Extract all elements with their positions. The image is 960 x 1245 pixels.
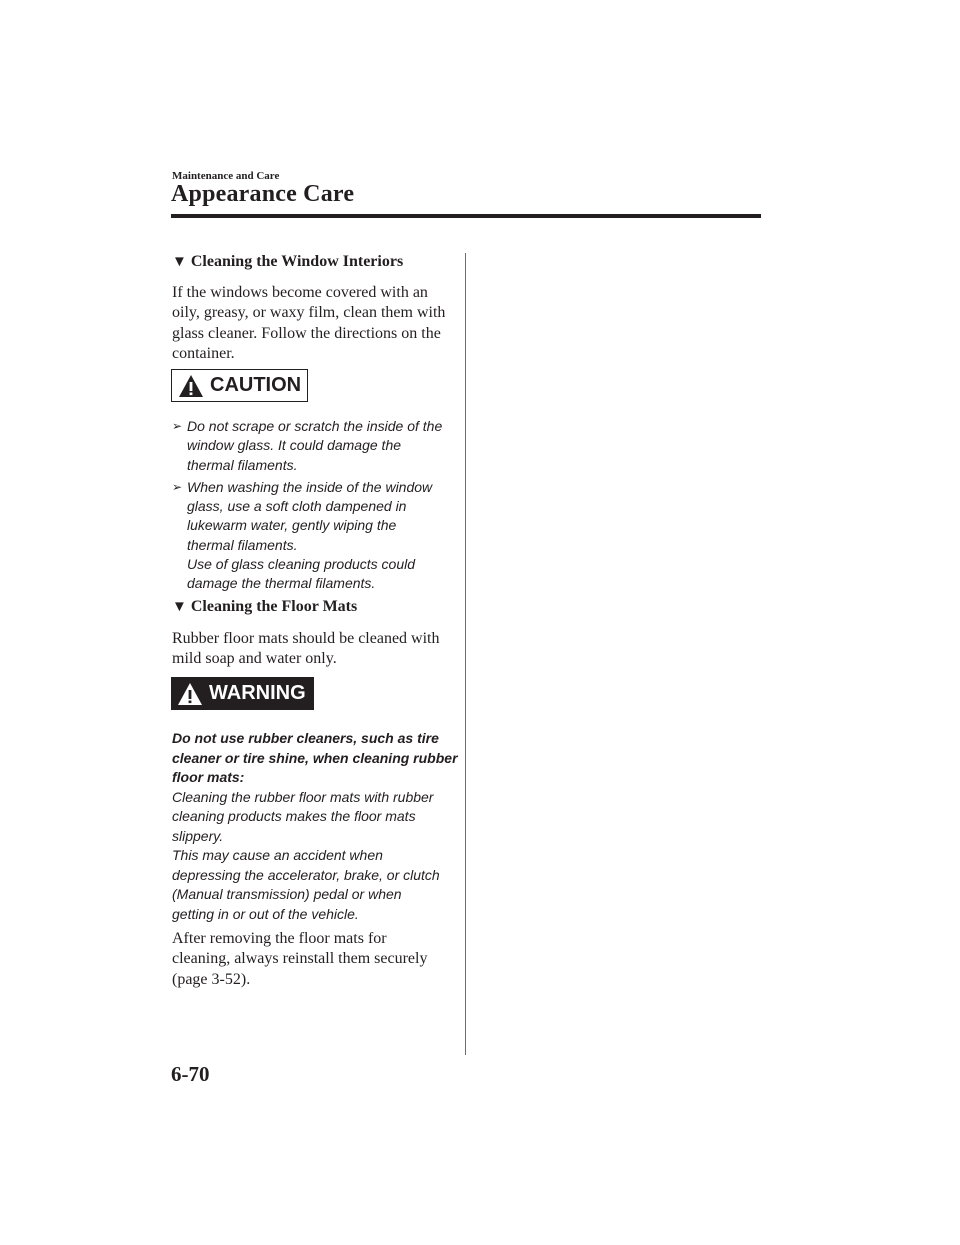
arrow-right-icon: ➢	[172, 479, 183, 494]
caution-list	[172, 417, 447, 594]
body-line: cleaning, always reinstall them securely	[172, 950, 428, 968]
caution-line: When washing the inside of the window	[187, 478, 433, 495]
heading-text: Cleaning the Floor Mats	[190, 598, 358, 615]
warning-label: WARNING	[209, 682, 306, 704]
caution-item	[172, 478, 447, 594]
body-line: container.	[172, 344, 235, 362]
body-line: oily, greasy, or waxy film, clean them with	[172, 304, 446, 322]
floor-mats-body	[172, 629, 457, 670]
triangle-down-icon: ▼	[172, 254, 187, 270]
warning-line: slippery.	[172, 827, 224, 844]
caution-line: Do not scrape or scratch the inside of the	[187, 418, 443, 434]
breadcrumb: Maintenance and Care	[172, 170, 280, 182]
caution-item	[172, 417, 447, 475]
warning-line: Cleaning the rubber floor mats with rubber	[172, 788, 434, 805]
body-line: (page 3-52).	[172, 970, 251, 988]
window-interiors-body	[172, 283, 457, 364]
floor-mats-heading	[172, 598, 357, 616]
section-title: Appearance Care	[171, 181, 355, 207]
warning-line: (Manual transmission) pedal or when	[172, 886, 402, 902]
caution-line: glass, use a soft cloth dampened in	[187, 498, 407, 515]
page-number: 6-70	[171, 1062, 210, 1086]
warning-triangle-icon	[177, 682, 203, 706]
caution-line: lukewarm water, gently wiping the	[187, 517, 397, 534]
warning-triangle-icon	[178, 374, 204, 398]
caution-line: thermal filaments.	[187, 456, 298, 473]
window-interiors-heading	[172, 253, 403, 271]
body-line: If the windows become covered with an	[172, 284, 428, 301]
body-line: mild soap and water only.	[172, 650, 337, 668]
header-rule	[171, 214, 761, 218]
body-line: glass cleaner. Follow the directions on the	[172, 324, 441, 342]
heading-text: Cleaning the Window Interiors	[190, 253, 404, 270]
warning-bold-line: floor mats:	[172, 769, 245, 785]
triangle-down-icon: ▼	[172, 599, 187, 615]
caution-line: Use of glass cleaning products could	[187, 556, 416, 573]
warning-line: This may cause an accident when	[172, 847, 383, 863]
caution-badge	[171, 369, 308, 402]
caution-label: CAUTION	[210, 374, 302, 396]
warning-line: getting in or out of the vehicle.	[172, 905, 359, 922]
warning-bold-line: cleaner or tire shine, when cleaning rubber	[172, 749, 458, 766]
warning-badge	[171, 677, 314, 710]
warning-line: depressing the accelerator, brake, or clutch	[172, 866, 440, 883]
warning-text	[172, 729, 457, 924]
caution-line: thermal filaments.	[187, 536, 298, 553]
caution-line: window glass. It could damage the	[187, 437, 402, 454]
column-divider	[465, 253, 466, 1055]
arrow-right-icon: ➢	[172, 419, 183, 433]
caution-line: damage the thermal filaments.	[187, 575, 376, 592]
floor-mats-after	[172, 929, 457, 990]
body-line: Rubber floor mats should be cleaned with	[172, 630, 440, 647]
warning-bold-line: Do not use rubber cleaners, such as tire	[172, 730, 439, 746]
body-line: After removing the floor mats for	[172, 930, 387, 947]
warning-line: cleaning products makes the floor mats	[172, 808, 416, 824]
